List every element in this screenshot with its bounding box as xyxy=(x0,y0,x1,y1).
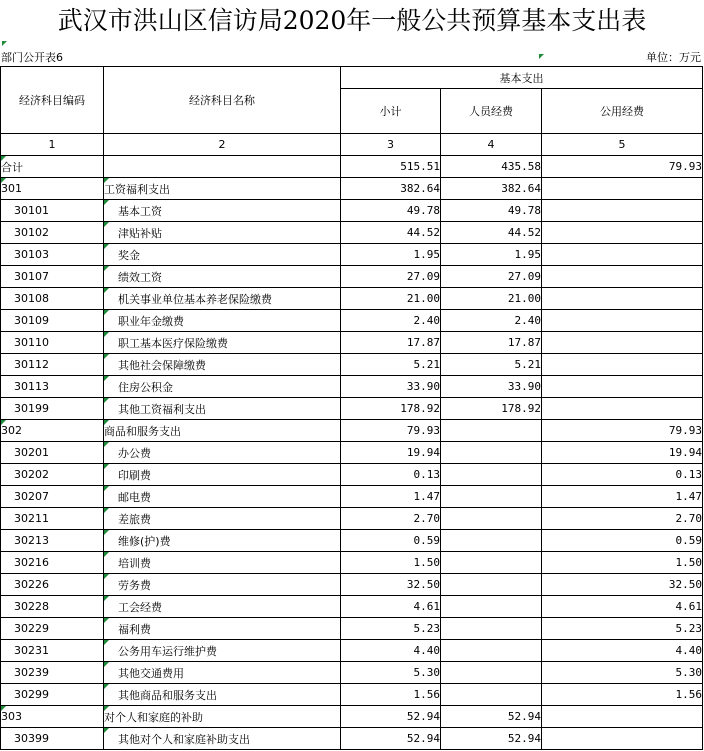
row-code: 30202 xyxy=(1,464,104,486)
cell-marker-icon xyxy=(104,486,109,491)
row-code: 合计 xyxy=(1,156,104,178)
cell-marker-icon xyxy=(104,552,109,557)
row-personnel: 178.92 xyxy=(441,398,542,420)
row-subtotal: 382.64 xyxy=(341,178,441,200)
row-name: 劳务费 xyxy=(104,574,341,596)
row-personnel: 33.90 xyxy=(441,376,542,398)
row-code: 30228 xyxy=(1,596,104,618)
row-name: 工资福利支出 xyxy=(104,178,341,200)
row-code: 30107 xyxy=(1,266,104,288)
row-subtotal: 0.59 xyxy=(341,530,441,552)
row-name: 维修(护)费 xyxy=(104,530,341,552)
row-personnel: 5.21 xyxy=(441,354,542,376)
row-name: 奖金 xyxy=(104,244,341,266)
row-personnel xyxy=(441,508,542,530)
table-row xyxy=(1,552,703,574)
table-row xyxy=(1,574,703,596)
table-row xyxy=(1,728,703,750)
row-public: 5.30 xyxy=(542,662,703,684)
row-public xyxy=(542,354,703,376)
row-name: 差旅费 xyxy=(104,508,341,530)
row-subtotal: 1.50 xyxy=(341,552,441,574)
cell-marker-icon xyxy=(104,728,109,733)
row-code: 30211 xyxy=(1,508,104,530)
cell-marker-icon xyxy=(104,618,109,623)
form-label: 部门公开表6 xyxy=(1,51,63,64)
cell-marker-icon xyxy=(104,684,109,689)
index-cell: 2 xyxy=(104,134,341,156)
row-public: 1.56 xyxy=(542,684,703,706)
row-personnel: 17.87 xyxy=(441,332,542,354)
row-name: 培训费 xyxy=(104,552,341,574)
row-code: 30399 xyxy=(1,728,104,750)
table-row xyxy=(1,376,703,398)
row-subtotal: 2.40 xyxy=(341,310,441,332)
table-row xyxy=(1,596,703,618)
row-personnel xyxy=(441,640,542,662)
row-public xyxy=(542,706,703,728)
row-personnel xyxy=(441,530,542,552)
cell-marker-icon xyxy=(104,222,109,227)
row-personnel: 1.95 xyxy=(441,244,542,266)
row-personnel: 21.00 xyxy=(441,288,542,310)
row-name xyxy=(104,156,341,178)
cell-marker-icon xyxy=(104,530,109,535)
row-personnel xyxy=(441,684,542,706)
row-subtotal: 1.95 xyxy=(341,244,441,266)
row-personnel: 49.78 xyxy=(441,200,542,222)
cell-marker-icon xyxy=(539,54,544,59)
row-public: 1.50 xyxy=(542,552,703,574)
row-subtotal: 178.92 xyxy=(341,398,441,420)
row-public xyxy=(542,244,703,266)
row-name: 职工基本医疗保险缴费 xyxy=(104,332,341,354)
index-row xyxy=(1,134,703,156)
row-name: 商品和服务支出 xyxy=(104,420,341,442)
row-code: 30103 xyxy=(1,244,104,266)
row-public: 19.94 xyxy=(542,442,703,464)
header-personnel: 人员经费 xyxy=(441,89,542,134)
row-public xyxy=(542,398,703,420)
row-code: 30113 xyxy=(1,376,104,398)
row-code: 30229 xyxy=(1,618,104,640)
header-public: 公用经费 xyxy=(542,89,703,134)
row-subtotal: 32.50 xyxy=(341,574,441,596)
row-personnel: 52.94 xyxy=(441,706,542,728)
cell-marker-icon xyxy=(1,706,6,711)
table-row xyxy=(1,618,703,640)
row-name: 其他工资福利支出 xyxy=(104,398,341,420)
cell-marker-icon xyxy=(104,574,109,579)
row-code: 30207 xyxy=(1,486,104,508)
row-name: 对个人和家庭的补助 xyxy=(104,706,341,728)
row-public: 4.40 xyxy=(542,640,703,662)
table-row xyxy=(1,310,703,332)
index-cell: 4 xyxy=(441,134,542,156)
table-row xyxy=(1,288,703,310)
row-subtotal: 44.52 xyxy=(341,222,441,244)
cell-marker-icon xyxy=(104,442,109,447)
row-public: 32.50 xyxy=(542,574,703,596)
row-subtotal: 0.13 xyxy=(341,464,441,486)
row-public xyxy=(542,200,703,222)
cell-marker-icon xyxy=(104,420,109,425)
header-code: 经济科目编码 xyxy=(1,67,104,134)
row-subtotal: 19.94 xyxy=(341,442,441,464)
row-subtotal: 79.93 xyxy=(341,420,441,442)
row-subtotal: 33.90 xyxy=(341,376,441,398)
row-code: 301 xyxy=(1,178,104,200)
table-row xyxy=(1,640,703,662)
cell-marker-icon xyxy=(1,178,6,183)
row-name: 公务用车运行维护费 xyxy=(104,640,341,662)
row-public xyxy=(542,332,703,354)
row-public: 79.93 xyxy=(542,156,703,178)
header-name: 经济科目名称 xyxy=(104,67,341,134)
row-personnel: 435.58 xyxy=(441,156,542,178)
table-row xyxy=(1,156,703,178)
row-subtotal: 1.56 xyxy=(341,684,441,706)
row-public xyxy=(542,310,703,332)
row-subtotal: 49.78 xyxy=(341,200,441,222)
table-row xyxy=(1,178,703,200)
row-subtotal: 515.51 xyxy=(341,156,441,178)
row-code: 302 xyxy=(1,420,104,442)
index-cell: 5 xyxy=(542,134,703,156)
row-public: 1.47 xyxy=(542,486,703,508)
header-subtotal: 小计 xyxy=(341,89,441,134)
cell-marker-icon xyxy=(104,376,109,381)
table-row xyxy=(1,398,703,420)
table-row xyxy=(1,354,703,376)
page-title: 武汉市洪山区信访局2020年一般公共预算基本支出表 xyxy=(57,6,647,35)
table-row xyxy=(1,332,703,354)
row-name: 邮电费 xyxy=(104,486,341,508)
table-row xyxy=(1,486,703,508)
header-basic: 基本支出 xyxy=(341,67,703,89)
row-name: 机关事业单位基本养老保险缴费 xyxy=(104,288,341,310)
row-public: 0.13 xyxy=(542,464,703,486)
row-personnel xyxy=(441,552,542,574)
row-personnel: 44.52 xyxy=(441,222,542,244)
row-subtotal: 5.30 xyxy=(341,662,441,684)
cell-marker-icon xyxy=(104,662,109,667)
row-code: 30112 xyxy=(1,354,104,376)
row-personnel xyxy=(441,618,542,640)
cell-marker-icon xyxy=(2,41,7,46)
cell-marker-icon xyxy=(104,332,109,337)
table-row xyxy=(1,266,703,288)
cell-marker-icon xyxy=(104,288,109,293)
cell-marker-icon xyxy=(1,420,6,425)
row-subtotal: 52.94 xyxy=(341,706,441,728)
cell-marker-icon xyxy=(104,200,109,205)
row-public: 4.61 xyxy=(542,596,703,618)
row-code: 30101 xyxy=(1,200,104,222)
table-row xyxy=(1,530,703,552)
table-row xyxy=(1,684,703,706)
row-personnel xyxy=(441,574,542,596)
row-personnel: 27.09 xyxy=(441,266,542,288)
row-name: 津贴补贴 xyxy=(104,222,341,244)
cell-marker-icon xyxy=(104,244,109,249)
row-public xyxy=(542,222,703,244)
row-public xyxy=(542,288,703,310)
row-name: 其他交通费用 xyxy=(104,662,341,684)
row-code: 30216 xyxy=(1,552,104,574)
row-personnel: 2.40 xyxy=(441,310,542,332)
row-name: 绩效工资 xyxy=(104,266,341,288)
row-personnel xyxy=(441,486,542,508)
row-name: 工会经费 xyxy=(104,596,341,618)
row-code: 30239 xyxy=(1,662,104,684)
cell-marker-icon xyxy=(104,398,109,403)
cell-marker-icon xyxy=(104,706,109,711)
budget-table xyxy=(0,66,703,750)
row-code: 30109 xyxy=(1,310,104,332)
row-code: 30226 xyxy=(1,574,104,596)
row-subtotal: 4.61 xyxy=(341,596,441,618)
row-name: 其他商品和服务支出 xyxy=(104,684,341,706)
row-public xyxy=(542,266,703,288)
row-subtotal: 17.87 xyxy=(341,332,441,354)
cell-marker-icon xyxy=(104,640,109,645)
index-cell: 3 xyxy=(341,134,441,156)
cell-marker-icon xyxy=(104,508,109,513)
table-row xyxy=(1,508,703,530)
row-subtotal: 1.47 xyxy=(341,486,441,508)
row-subtotal: 5.21 xyxy=(341,354,441,376)
row-code: 30199 xyxy=(1,398,104,420)
row-personnel: 52.94 xyxy=(441,728,542,750)
row-name: 其他社会保障缴费 xyxy=(104,354,341,376)
row-personnel: 382.64 xyxy=(441,178,542,200)
table-row xyxy=(1,706,703,728)
row-name: 印刷费 xyxy=(104,464,341,486)
row-name: 职业年金缴费 xyxy=(104,310,341,332)
row-name: 办公费 xyxy=(104,442,341,464)
row-personnel xyxy=(441,442,542,464)
row-code: 30102 xyxy=(1,222,104,244)
row-public xyxy=(542,178,703,200)
row-personnel xyxy=(441,420,542,442)
cell-marker-icon xyxy=(104,464,109,469)
row-personnel xyxy=(441,596,542,618)
row-public xyxy=(542,728,703,750)
row-personnel xyxy=(441,662,542,684)
row-code: 303 xyxy=(1,706,104,728)
row-code: 30110 xyxy=(1,332,104,354)
row-subtotal: 5.23 xyxy=(341,618,441,640)
row-name: 其他对个人和家庭补助支出 xyxy=(104,728,341,750)
row-name: 住房公积金 xyxy=(104,376,341,398)
row-name: 基本工资 xyxy=(104,200,341,222)
cell-marker-icon xyxy=(104,266,109,271)
table-row xyxy=(1,442,703,464)
index-cell: 1 xyxy=(1,134,104,156)
table-row xyxy=(1,200,703,222)
row-code: 30231 xyxy=(1,640,104,662)
row-public: 5.23 xyxy=(542,618,703,640)
unit-label: 单位：万元 xyxy=(646,51,701,64)
row-public: 2.70 xyxy=(542,508,703,530)
row-public: 0.59 xyxy=(542,530,703,552)
cell-marker-icon xyxy=(104,596,109,601)
row-name: 福利费 xyxy=(104,618,341,640)
table-row xyxy=(1,464,703,486)
row-subtotal: 4.40 xyxy=(341,640,441,662)
row-personnel xyxy=(441,464,542,486)
table-row xyxy=(1,662,703,684)
row-code: 30108 xyxy=(1,288,104,310)
row-subtotal: 21.00 xyxy=(341,288,441,310)
row-public: 79.93 xyxy=(542,420,703,442)
row-code: 30201 xyxy=(1,442,104,464)
row-code: 30213 xyxy=(1,530,104,552)
row-subtotal: 27.09 xyxy=(341,266,441,288)
table-row xyxy=(1,222,703,244)
row-subtotal: 52.94 xyxy=(341,728,441,750)
cell-marker-icon xyxy=(104,354,109,359)
cell-marker-icon xyxy=(104,310,109,315)
table-row xyxy=(1,420,703,442)
cell-marker-icon xyxy=(104,178,109,183)
table-row xyxy=(1,244,703,266)
row-public xyxy=(542,376,703,398)
cell-marker-icon xyxy=(1,156,6,161)
row-code: 30299 xyxy=(1,684,104,706)
row-subtotal: 2.70 xyxy=(341,508,441,530)
